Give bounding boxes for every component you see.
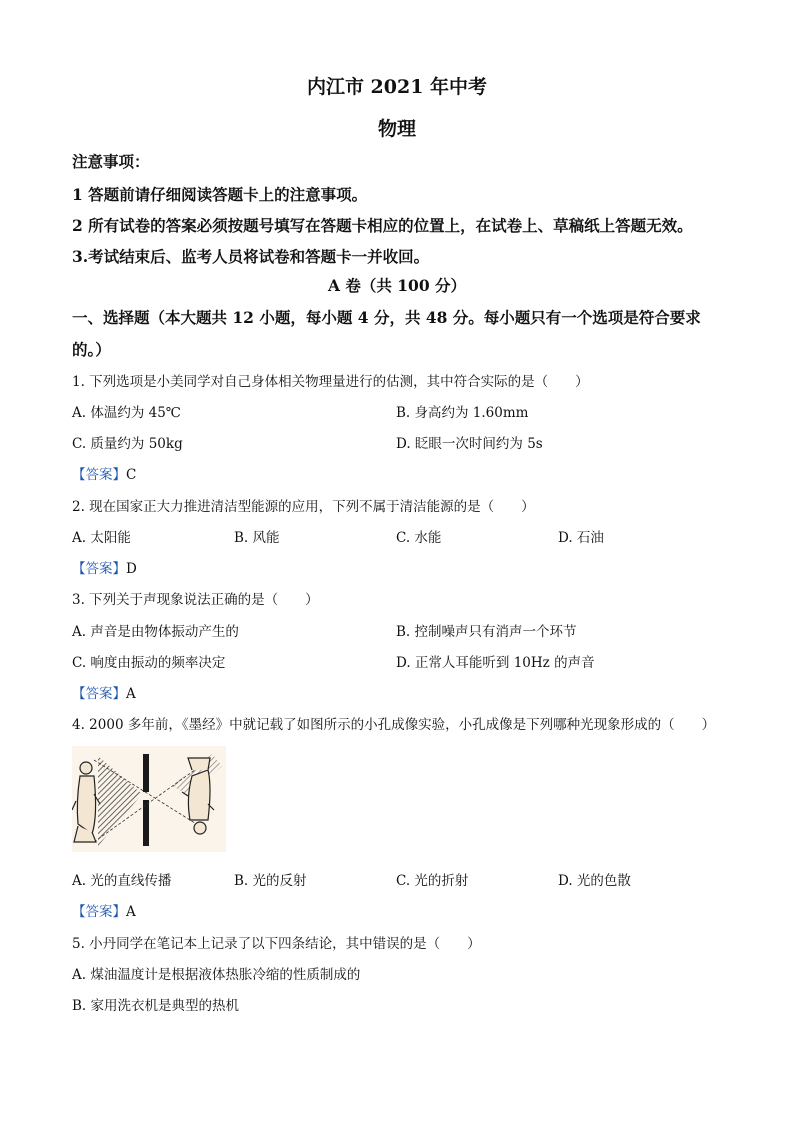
section-title: A 卷（共 100 分） <box>327 276 467 295</box>
question-4-answer <box>72 900 136 920</box>
question-3-option-b: B. 控制噪声只有消声一个环节 <box>396 624 577 640</box>
question-3-option-a: A. 声音是由物体振动产生的 <box>72 624 239 640</box>
question-1-answer <box>72 463 136 483</box>
answer-label: 【答案】 <box>72 904 126 920</box>
question-2-option-a: A. 太阳能 <box>72 530 131 546</box>
question-5-stem: 5. 小丹同学在笔记本上记录了以下四条结论，其中错误的是（ ） <box>72 936 481 952</box>
question-2-option-c: C. 水能 <box>396 530 442 546</box>
question-1-stem: 1. 下列选项是小美同学对自己身体相关物理量进行的估测，其中符合实际的是（ ） <box>72 374 589 390</box>
note-item-3: 3.考试结束后、监考人员将试卷和答题卡一并收回。 <box>72 247 430 266</box>
question-4-option-a: A. 光的直线传播 <box>72 873 172 889</box>
part-heading-line1: 一、选择题（本大题共 12 小题，每小题 4 分，共 48 分。每小题只有一个选项是符合要求 <box>72 308 701 327</box>
question-2-answer <box>72 557 137 577</box>
part-heading-line2: 的。） <box>72 340 111 359</box>
answer-label: 【答案】 <box>72 467 126 483</box>
question-5-option-b: B. 家用洗衣机是典型的热机 <box>72 998 240 1014</box>
question-4-stem: 4. 2000 多年前，《墨经》中就记载了如图所示的小孔成像实验，小孔成像是下列哪种光现象形成的（ ） <box>72 717 716 733</box>
note-item-2: 2 所有试卷的答案必须按题号填写在答题卡相应的位置上，在试卷上、草稿纸上答题无效。 <box>72 216 693 235</box>
answer-value: D <box>126 561 137 577</box>
question-3-answer <box>72 682 136 702</box>
note-item-1: 1 答题前请仔细阅读答题卡上的注意事项。 <box>72 185 368 204</box>
question-3-stem: 3. 下列关于声现象说法正确的是（ ） <box>72 592 319 608</box>
question-4-option-c: C. 光的折射 <box>396 873 469 889</box>
question-1-option-c: C. 质量约为 50kg <box>72 436 183 452</box>
question-1-option-a: A. 体温约为 45℃ <box>72 405 181 421</box>
question-5-option-a: A. 煤油温度计是根据液体热胀冷缩的性质制成的 <box>72 967 361 983</box>
question-1-option-d: D. 眨眼一次时间约为 5s <box>396 436 543 452</box>
question-4-option-d: D. 光的色散 <box>558 873 631 889</box>
answer-value: A <box>126 686 136 702</box>
answer-label: 【答案】 <box>72 561 126 577</box>
pinhole-imaging-illustration <box>72 746 226 852</box>
answer-label: 【答案】 <box>72 686 126 702</box>
answer-value: A <box>126 904 136 920</box>
question-2-option-d: D. 石油 <box>558 530 604 546</box>
question-2-stem: 2. 现在国家正大力推进清洁型能源的应用，下列不属于清洁能源的是（ ） <box>72 499 535 515</box>
question-3-option-d: D. 正常人耳能听到 10Hz 的声音 <box>396 655 595 671</box>
question-1-option-b: B. 身高约为 1.60mm <box>396 405 529 421</box>
exam-title: 内江市 2021 年中考 <box>306 76 488 98</box>
question-4-option-b: B. 光的反射 <box>234 873 307 889</box>
answer-value: C <box>126 467 137 483</box>
question-2-option-b: B. 风能 <box>234 530 280 546</box>
notes-heading: 注意事项： <box>72 152 150 171</box>
question-3-option-c: C. 响度由振动的频率决定 <box>72 655 226 671</box>
subject-title: 物理 <box>377 118 416 140</box>
pinhole-camera-figure <box>72 746 226 852</box>
